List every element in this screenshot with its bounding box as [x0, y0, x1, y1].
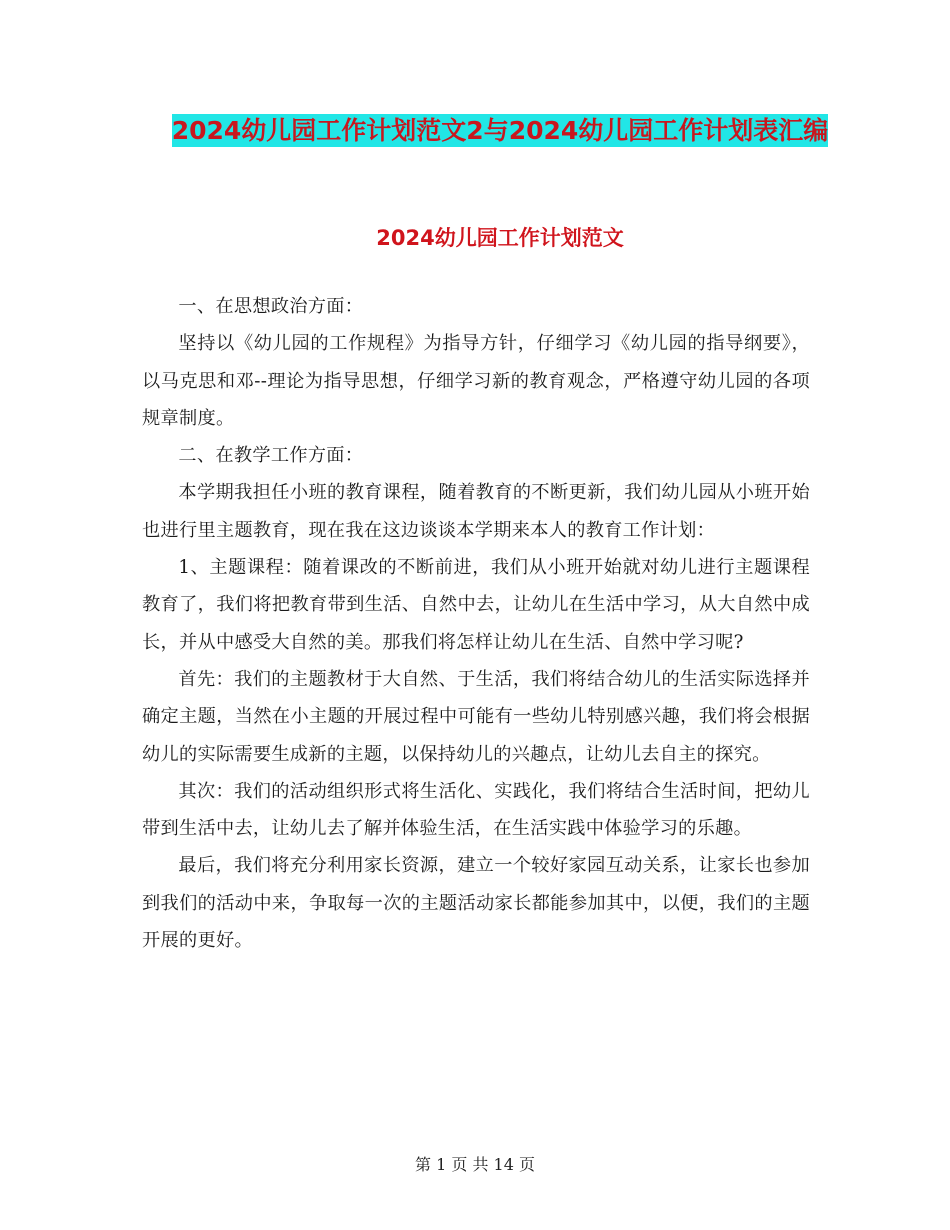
document-title	[140, 108, 860, 154]
paragraph: 坚持以《幼儿园的工作规程》为指导方针，仔细学习《幼儿园的指导纲要》，以马克思和邓--理论为指导思想，仔细学习新的教育观念，严格遵守幼儿园的各项规章制度。	[142, 333, 810, 429]
paragraph: 首先：我们的主题教材于大自然、于生活，我们将结合幼儿的生活实际选择并确定主题，当然在小主题的开展过程中可能有一些幼儿特别感兴趣，我们将会根据幼儿的实际需要生成新的主题，以保持幼儿的兴趣点，让幼儿去自主的探究。	[142, 668, 810, 765]
paragraph: 本学期我担任小班的教育课程，随着教育的不断更新，我们幼儿园从小班开始也进行里主题教育，现在我在这边谈谈本学期来本人的教育工作计划：	[142, 482, 810, 541]
paragraph: 最后，我们将充分利用家长资源，建立一个较好家园互动关系，让家长也参加到我们的活动中来，争取每一次的主题活动家长都能参加其中，以便，我们的主题开展的更好。	[142, 855, 810, 952]
document-title-text: 2024幼儿园工作计划范文2与2024幼儿园工作计划表汇编	[171, 116, 829, 145]
document-body	[142, 288, 810, 959]
page-footer: 第 1 页 共 14 页	[415, 1155, 535, 1174]
section-title: 2024幼儿园工作计划范文	[376, 226, 624, 250]
paragraph: 其次：我们的活动组织形式将生活化、实践化，我们将结合生活时间，把幼儿带到生活中去，让幼儿去了解并体验生活，在生活实践中体验学习的乐趣。	[142, 780, 810, 840]
paragraph: 一、在思想政治方面：	[178, 296, 364, 317]
paragraph: 1、主题课程：随着课改的不断前进，我们从小班开始就对幼儿进行主题课程教育了，我们将把教育带到生活、自然中去，让幼儿在生活中学习，从大自然中成长，并从中感受大自然的美。那我们将怎样让幼儿在生活、自然中学习呢?	[142, 557, 810, 653]
paragraph: 二、在教学工作方面：	[178, 445, 364, 467]
